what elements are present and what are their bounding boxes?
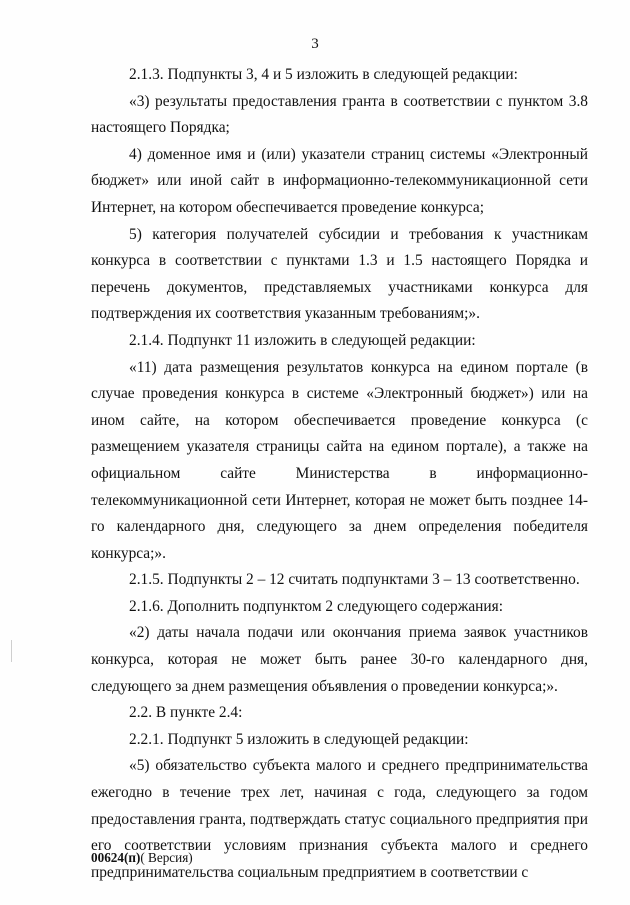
document-footer: [91, 850, 193, 866]
paragraph-item-5-new: «5) обязательство субъекта малого и среднего предпринимательства ежегодно в течение трех лет, начиная с года, следующего за годом предоставления гранта, подтверждать статус социального предприятия при его соответствии условиям признания субъекта малого и среднего предпринимательства социальным предприятием в соответствии с: [91, 757, 588, 881]
paragraph-item-5: 5) категория получателей субсидии и требования к участникам конкурса в соответствии с пунктами 1.3 и 1.5 настоящего Порядка и перечень документов, представляемых участниками конкурса для подтверждения их соответствия указанным требованиям;».: [91, 225, 588, 323]
paragraph-2-1-6: 2.1.6. Дополнить подпунктом 2 следующего содержания:: [129, 597, 504, 615]
document-code: 00624(п): [91, 850, 141, 865]
paragraph-2-1-5: 2.1.5. Подпункты 2 – 12 считать подпунктами 3 – 13 соответственно.: [129, 571, 580, 589]
paragraph-item-4: 4) доменное имя и (или) указатели страниц системы «Электронный бюджет» или иной сайт в информационно-телекоммуникационной сети Интернет, на котором обеспечивается проведение конкурса;: [91, 145, 588, 216]
paragraph-2-2-1: 2.2.1. Подпункт 5 изложить в следующей редакции:: [129, 730, 469, 748]
paragraph-2-1-3: 2.1.3. Подпункты 3, 4 и 5 изложить в следующей редакции:: [129, 66, 518, 83]
scan-artifact-line: [11, 640, 12, 662]
page-number: 3: [311, 36, 319, 52]
paragraph-item-2: «2) даты начала подачи или окончания приема заявок участников конкурса, которая не может быть ранее 30-го календарного дня, следующего за днем размещения объявления о проведении конкурса;».: [91, 624, 588, 695]
document-body: [91, 62, 588, 886]
paragraph-item-3: «3) результаты предоставления гранта в соответствии с пунктом 3.8 настоящего Порядка;: [91, 92, 588, 137]
document-version: ( Версия): [140, 850, 193, 865]
paragraph-item-11: «11) дата размещения результатов конкурса на едином портале (в случае проведения конкурса в системе «Электронный бюджет») или на ином сайте, на котором обеспечивается проведение конкурса (с размещением указателя страницы сайта на едином портале), а также на официальном сайте Министерства в информационно-телекоммуникационной сети Интернет, которая не может быть позднее 14-го календарного дня, следующего за днем определения победителя конкурса;».: [91, 358, 588, 562]
paragraph-2-1-4: 2.1.4. Подпункт 11 изложить в следующей редакции:: [129, 331, 476, 349]
paragraph-2-2: 2.2. В пункте 2.4:: [129, 704, 243, 722]
